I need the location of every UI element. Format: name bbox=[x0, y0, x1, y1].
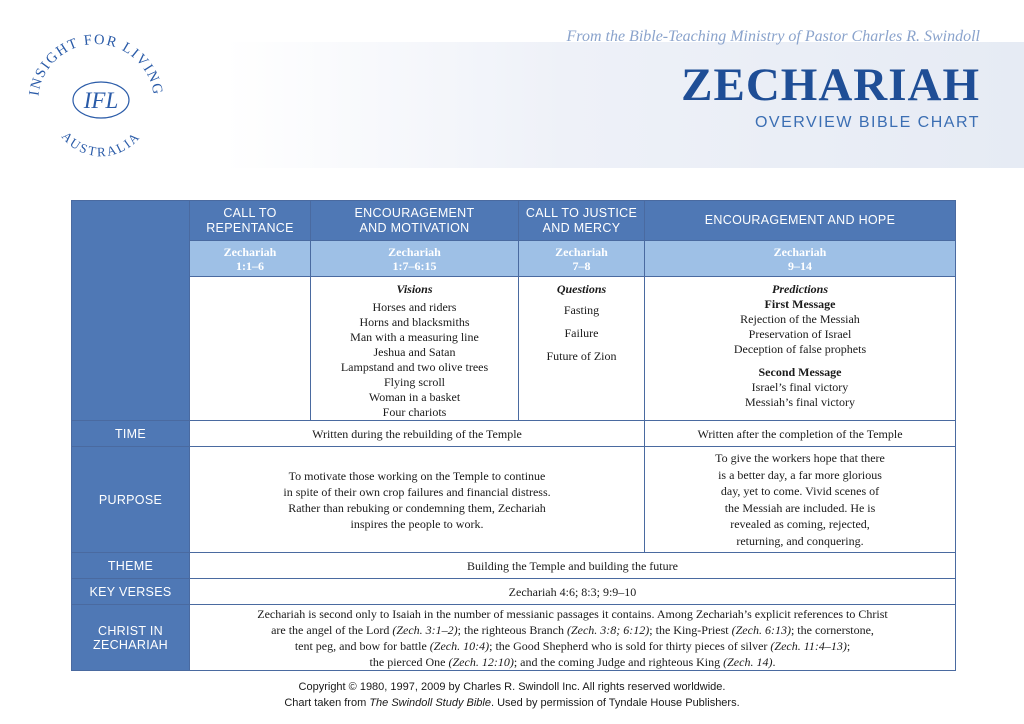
section-heading-row bbox=[72, 201, 956, 241]
page-title: ZECHARIAH bbox=[681, 59, 980, 111]
purpose-left: To motivate those working on the Temple to continue in spite of their own crop failures and financial distress. Rather than rebuking or condemning them, Zechariah inspires the people to work. bbox=[190, 447, 645, 553]
reference-row bbox=[72, 241, 956, 277]
questions-cell: Questions Fasting Failure Future of Zion bbox=[519, 277, 645, 421]
section-heading: ENCOURAGEMENT AND MOTIVATION bbox=[311, 201, 519, 241]
footer-source: Chart taken from The Swindoll Study Bible. Used by permission of Tyndale House Publishers. bbox=[284, 697, 740, 709]
theme-row bbox=[72, 553, 956, 579]
visions-cell: Visions Horses and riders Horns and blacksmiths Man with a measuring line Jeshua and Satan Lampstand and two olive trees Flying scroll Woman in a basket Four chariots bbox=[311, 277, 519, 421]
section-reference: Zechariah 1:7–6:15 bbox=[311, 241, 519, 277]
christ-row bbox=[72, 605, 956, 671]
time-left: Written during the rebuilding of the Temple bbox=[190, 421, 645, 447]
purpose-right: To give the workers hope that there is a better day, a far more glorious day, yet to come. Vivid scenes of the Messiah are included. He is revealed as coming, rejected, returning, and conquering. bbox=[645, 447, 956, 553]
empty-details-cell bbox=[190, 277, 311, 421]
time-right: Written after the completion of the Temple bbox=[645, 421, 956, 447]
christ-text: Zechariah is second only to Isaiah in the number of messianic passages it contains. Among Zechariah’s explicit references to Christ are the angel of the Lord (Zech. 3:1–2); the righteous Branch (Zech. 3:8; 6:12); the King-Priest (Zech. 6:13); the cornerstone, tent peg, and bow for battle (Zech. 10:4); the Good Shepherd who is sold for thirty pieces of silver (Zech. 11:4–13); the pierced One (Zech. 12:10); and the coming Judge and righteous King (Zech. 14). bbox=[190, 605, 956, 671]
section-heading: CALL TO JUSTICE AND MERCY bbox=[519, 201, 645, 241]
details-row bbox=[72, 277, 956, 421]
row-label-purpose: PURPOSE bbox=[72, 447, 190, 553]
logo-monogram: IFL bbox=[83, 88, 119, 113]
row-label-theme: THEME bbox=[72, 553, 190, 579]
insight-for-living-logo bbox=[22, 24, 170, 164]
ministry-tagline: From the Bible-Teaching Ministry of Pastor Charles R. Swindoll bbox=[566, 28, 980, 45]
section-reference: Zechariah 9–14 bbox=[645, 241, 956, 277]
logo-arc-bottom: AUSTRALIA bbox=[58, 128, 144, 160]
section-reference: Zechariah 7–8 bbox=[519, 241, 645, 277]
overview-chart-table bbox=[71, 200, 956, 671]
blank-label-cell bbox=[72, 201, 190, 421]
section-heading: CALL TO REPENTANCE bbox=[190, 201, 311, 241]
logo-arc-top: INSIGHT FOR LIVING bbox=[26, 31, 166, 97]
section-heading: ENCOURAGEMENT AND HOPE bbox=[645, 201, 956, 241]
time-row bbox=[72, 421, 956, 447]
row-label-time: TIME bbox=[72, 421, 190, 447]
footer-copyright: Copyright © 1980, 1997, 2009 by Charles R. Swindoll Inc. All rights reserved worldwide. bbox=[298, 681, 726, 693]
key-verses-text: Zechariah 4:6; 8:3; 9:9–10 bbox=[190, 579, 956, 605]
theme-text: Building the Temple and building the future bbox=[190, 553, 956, 579]
key-verses-row bbox=[72, 579, 956, 605]
page-subtitle: OVERVIEW BIBLE CHART bbox=[754, 114, 980, 131]
section-reference: Zechariah 1:1–6 bbox=[190, 241, 311, 277]
purpose-row bbox=[72, 447, 956, 553]
predictions-cell: Predictions First Message Rejection of the Messiah Preservation of Israel Deception of false prophets Second Message Israel’s final victory Messiah’s final victory bbox=[645, 277, 956, 421]
row-label-christ: CHRIST IN ZECHARIAH bbox=[72, 605, 190, 671]
row-label-key-verses: KEY VERSES bbox=[72, 579, 190, 605]
svg-text:AUSTRALIA bbox=[59, 128, 143, 159]
